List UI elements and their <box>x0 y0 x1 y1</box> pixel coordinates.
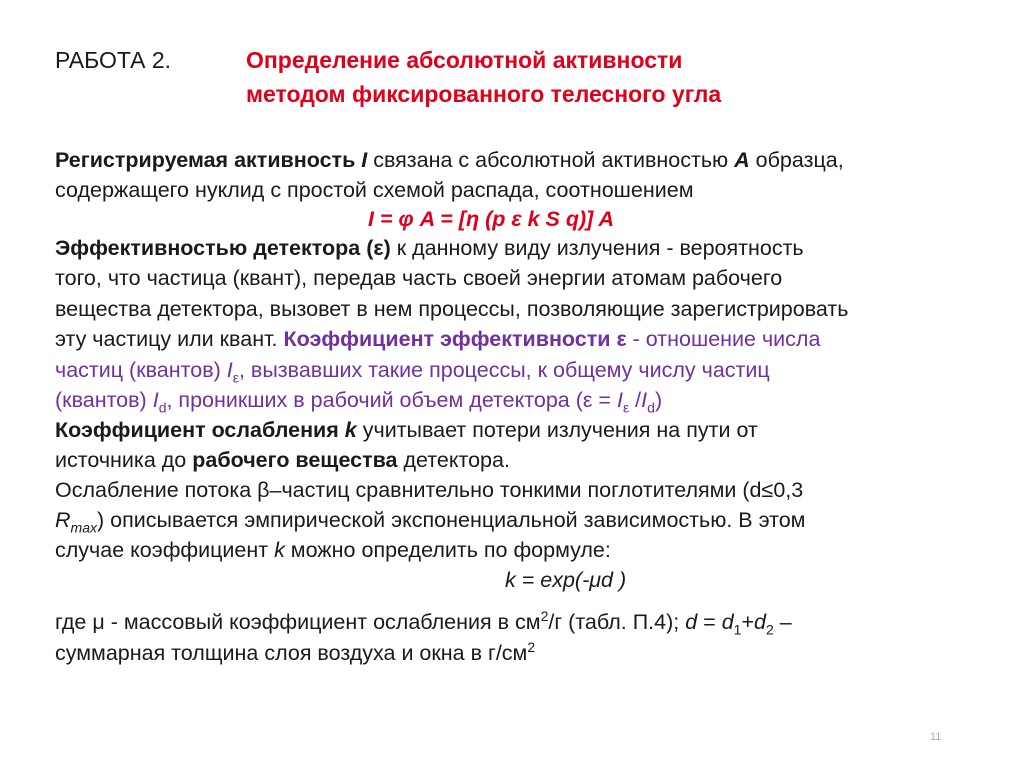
page-number: 11 <box>930 731 942 743</box>
term-registered-activity: Регистрируемая активность <box>55 148 356 172</box>
symbol-I: I <box>226 358 233 382</box>
symbol-A: A <box>734 148 750 172</box>
text-span: частиц (квантов) <box>55 358 227 382</box>
text-span: связана с абсолютной активностью <box>367 148 729 172</box>
term-detector-efficiency: Эффективностью детектора (ε) <box>55 236 391 260</box>
text-line-2: содержащего нуклид с простой схемой распада, соотношением <box>55 178 694 202</box>
text-span: /г (табл. П.4); <box>548 610 686 634</box>
text-line-12 <box>55 507 806 536</box>
symbol-k: k <box>274 538 285 562</box>
subscript: max <box>70 519 97 536</box>
text-line-8 <box>55 387 663 416</box>
symbol-d: d <box>754 610 766 634</box>
text-span: источника до <box>55 448 193 472</box>
text-line-15 <box>55 640 535 666</box>
text-line-11: Ослабление потока β–частиц сравнительно тонкими поглотителями (d≤0,3 <box>55 478 804 502</box>
text-span: = <box>697 610 722 634</box>
symbol-k: k <box>344 418 357 442</box>
text-span: - отношение числа <box>626 327 821 351</box>
text-span: (квантов) <box>55 388 153 412</box>
subscript: ε <box>622 399 630 416</box>
term-attenuation-coefficient: Коэффициент ослабления <box>55 418 345 442</box>
formula-attenuation: k = exp(-μd ) <box>505 568 627 592</box>
text-span: + <box>741 610 755 634</box>
text-span: образца, <box>749 148 844 172</box>
superscript: 2 <box>540 607 549 624</box>
text-span: , проникших в рабочий объем детектора (ε = <box>166 388 617 412</box>
superscript: 2 <box>527 638 536 655</box>
text-line-5: вещества детектора, вызовет в нем процессы, позволяющие зарегистрировать <box>55 297 849 321</box>
subscript: ε <box>232 369 239 386</box>
text-line-3 <box>55 235 804 261</box>
symbol-I: I <box>361 148 368 172</box>
text-span: можно определить по формуле: <box>284 538 611 562</box>
title-line-2: методом фиксированного телесного угла <box>246 81 722 107</box>
symbol-R: R <box>55 508 71 532</box>
text-span: ) описывается эмпирической экспоненциальной зависимостью. В этом <box>96 508 806 532</box>
subscript: d <box>647 399 655 416</box>
text-line-10 <box>55 447 510 473</box>
text-span: где μ - массовый коэффициент ослабления в см <box>55 610 541 634</box>
symbol-I: I <box>641 388 648 412</box>
text-span: суммарная толщина слоя воздуха и окна в г/см <box>55 641 528 665</box>
text-span: учитывает потери излучения на пути от <box>356 418 758 442</box>
symbol-d: d <box>685 610 698 634</box>
formula-activity: I = φ A = [η (p ε k S q)] A <box>368 207 615 231</box>
text-line-9 <box>55 417 758 443</box>
text-line-14 <box>55 607 792 638</box>
text-line-13 <box>55 537 611 563</box>
text-line-4: того, что частица (квант), передав часть своей энергии атомам рабочего <box>55 266 783 290</box>
text-span: эту частицу или квант. <box>55 327 284 351</box>
work-label: РАБОТА 2. <box>55 47 172 73</box>
text-span: детектора. <box>397 448 510 472</box>
text-span: к данному виду излучения - вероятность <box>390 236 804 260</box>
symbol-d: d <box>721 610 734 634</box>
term-efficiency-coefficient: Коэффициент эффективности ε <box>283 327 627 351</box>
text-span: / <box>629 388 642 412</box>
text-span: ) <box>654 388 663 412</box>
subscript: 2 <box>766 621 774 638</box>
symbol-I: I <box>616 388 623 412</box>
subscript: 1 <box>733 621 742 638</box>
subscript: d <box>158 399 167 416</box>
text-line-7 <box>55 357 770 386</box>
text-line-6 <box>55 326 820 352</box>
title-line-1: Определение абсолютной активности <box>246 47 683 73</box>
text-span: , вызвавших такие процессы, к общему числу частиц <box>238 358 770 382</box>
text-line-1 <box>55 147 844 173</box>
text-span: случае коэффициент <box>55 538 275 562</box>
term-working-substance: рабочего вещества <box>192 448 398 472</box>
symbol-I: I <box>152 388 159 412</box>
text-span: – <box>773 610 792 634</box>
